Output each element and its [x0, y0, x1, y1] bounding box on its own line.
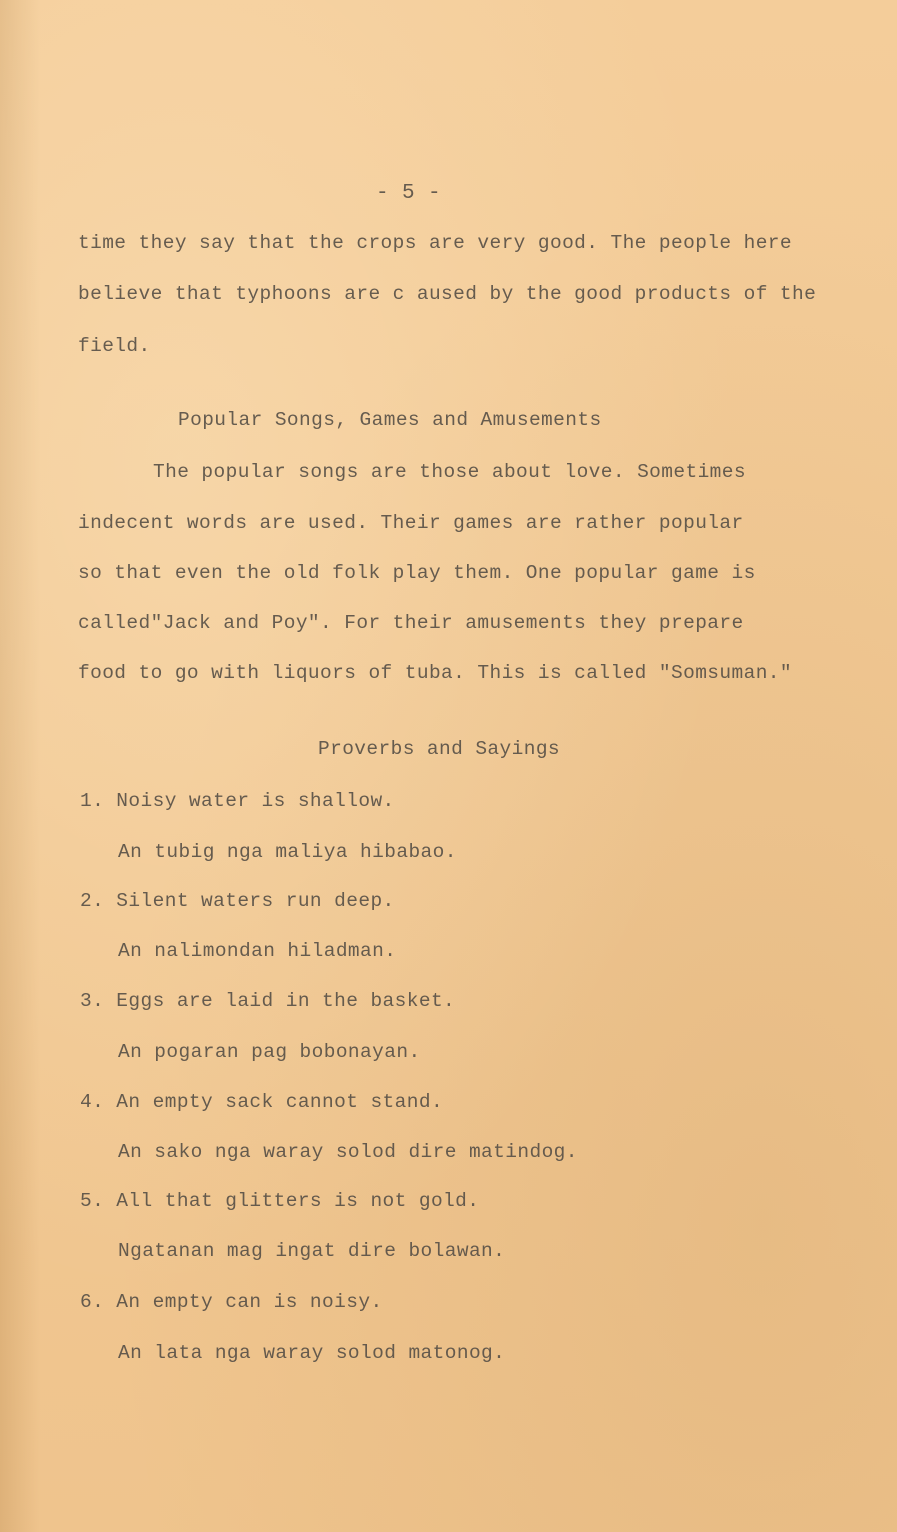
- proverbs-heading: Proverbs and Sayings: [318, 738, 561, 760]
- proverb-6-waray: An lata nga waray solod matonog.: [118, 1342, 506, 1364]
- proverb-6-english: 6. An empty can is noisy.: [80, 1291, 383, 1313]
- proverb-1-waray: An tubig nga maliya hibabao.: [118, 841, 457, 863]
- proverb-3-english: 3. Eggs are laid in the basket.: [80, 990, 456, 1012]
- intro-line-1: time they say that the crops are very good. The people here: [78, 232, 793, 254]
- proverb-4-english: 4. An empty sack cannot stand.: [80, 1091, 444, 1113]
- page-number: - 5 -: [376, 182, 442, 205]
- songs-line-4: called"Jack and Poy". For their amusements they prepare: [78, 612, 744, 634]
- proverb-2-waray: An nalimondan hiladman.: [118, 940, 397, 962]
- songs-heading: Popular Songs, Games and Amusements: [178, 409, 602, 431]
- intro-line-3: field.: [78, 335, 151, 357]
- songs-line-1: The popular songs are those about love. Sometimes: [153, 461, 746, 483]
- songs-line-5: food to go with liquors of tuba. This is called "Somsuman.": [78, 662, 793, 684]
- proverb-5-waray: Ngatanan mag ingat dire bolawan.: [118, 1240, 506, 1262]
- songs-line-3: so that even the old folk play them. One popular game is: [78, 562, 756, 584]
- songs-line-2: indecent words are used. Their games are rather popular: [78, 512, 744, 534]
- proverb-3-waray: An pogaran pag bobonayan.: [118, 1041, 421, 1063]
- proverb-4-waray: An sako nga waray solod dire matindog.: [118, 1141, 578, 1163]
- proverb-1-english: 1. Noisy water is shallow.: [80, 790, 395, 812]
- proverb-2-english: 2. Silent waters run deep.: [80, 890, 395, 912]
- proverb-5-english: 5. All that glitters is not gold.: [80, 1190, 480, 1212]
- intro-line-2: believe that typhoons are c aused by the good products of the: [78, 283, 817, 305]
